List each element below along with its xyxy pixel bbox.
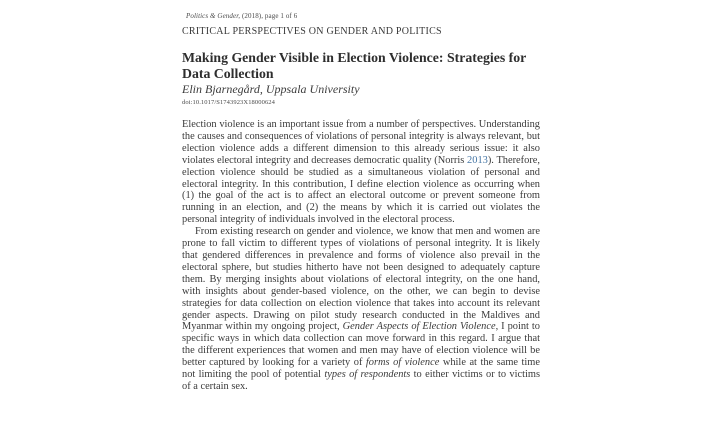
article-title: Making Gender Visible in Election Violence: Strategies for Data Collection <box>182 50 527 81</box>
paragraph-2 <box>182 226 540 393</box>
journal-name: Politics & Gender, <box>186 12 241 20</box>
forms-of-violence-emphasis: forms of violence <box>365 357 440 369</box>
norris-2013-citation-link[interactable]: 2013 <box>467 154 488 166</box>
article-page <box>182 12 540 393</box>
paragraph-1 <box>182 119 540 226</box>
paragraph-2-text-1: From existing research on gender and violence, we know that men and women are prone to fall victim to different types of violations of personal integrity. It is likely that gendered differences in prevalence and forms of violence also prevail in the electoral sphere, but studies hitherto have not been designed to adequately capture them. By merging insights about violations of electoral integrity, on the one hand, with insights about gender-based violence, on the other, we can begin to devise strategies for data collection on election violence that takes into account its relevant gender aspects. Drawing on pilot study research conducted in the Maldives and Myanmar within my ongoing project, <box>182 226 540 333</box>
issue-page-info: (2018), page 1 of 6 <box>240 12 298 20</box>
types-of-respondents-emphasis: types of respondents <box>324 369 411 381</box>
paragraph-1-text-after-citation: ). Therefore, election violence should be studied as a simultaneous violation of personal and electoral integrity. In this contribution, I define election violence as occurring when (1) the goal of the act is to affect an electoral outcome or prevent someone from running in an election, and (2) the means by which it is carried out violates the personal integrity of individuals involved in the electoral process. <box>182 154 540 226</box>
paragraph-2-text-3: while at the same time not limiting the pool of potential <box>182 357 540 381</box>
paragraph-2-text-4: to either victims or to victims of a certain sex. <box>182 369 541 392</box>
paragraph-2-text-2: , I point to specific ways in which data collection can move forward in this regard. I argue that the different experiences that women and men may have of election violence will be better captured by looking for a variety of <box>182 321 540 369</box>
doi-line: doi:10.1017/S1743923X18000624 <box>182 99 276 106</box>
running-head <box>182 12 540 20</box>
section-heading: CRITICAL PERSPECTIVES ON GENDER AND POLITICS <box>182 26 442 37</box>
paragraph-1-text-before-citation: Election violence is an important issue from a number of perspectives. Understanding the causes and consequences of violations of personal integrity is always relevant, but election violence adds a different dimension to this already serious issue: it also violates electoral integrity and decreases democratic quality (Norris <box>182 119 540 166</box>
author-affiliation-line: Elin Bjarnegård, Uppsala University <box>182 82 360 96</box>
article-body <box>182 119 540 393</box>
project-title-emphasis: Gender Aspects of Election Violence <box>342 321 496 333</box>
